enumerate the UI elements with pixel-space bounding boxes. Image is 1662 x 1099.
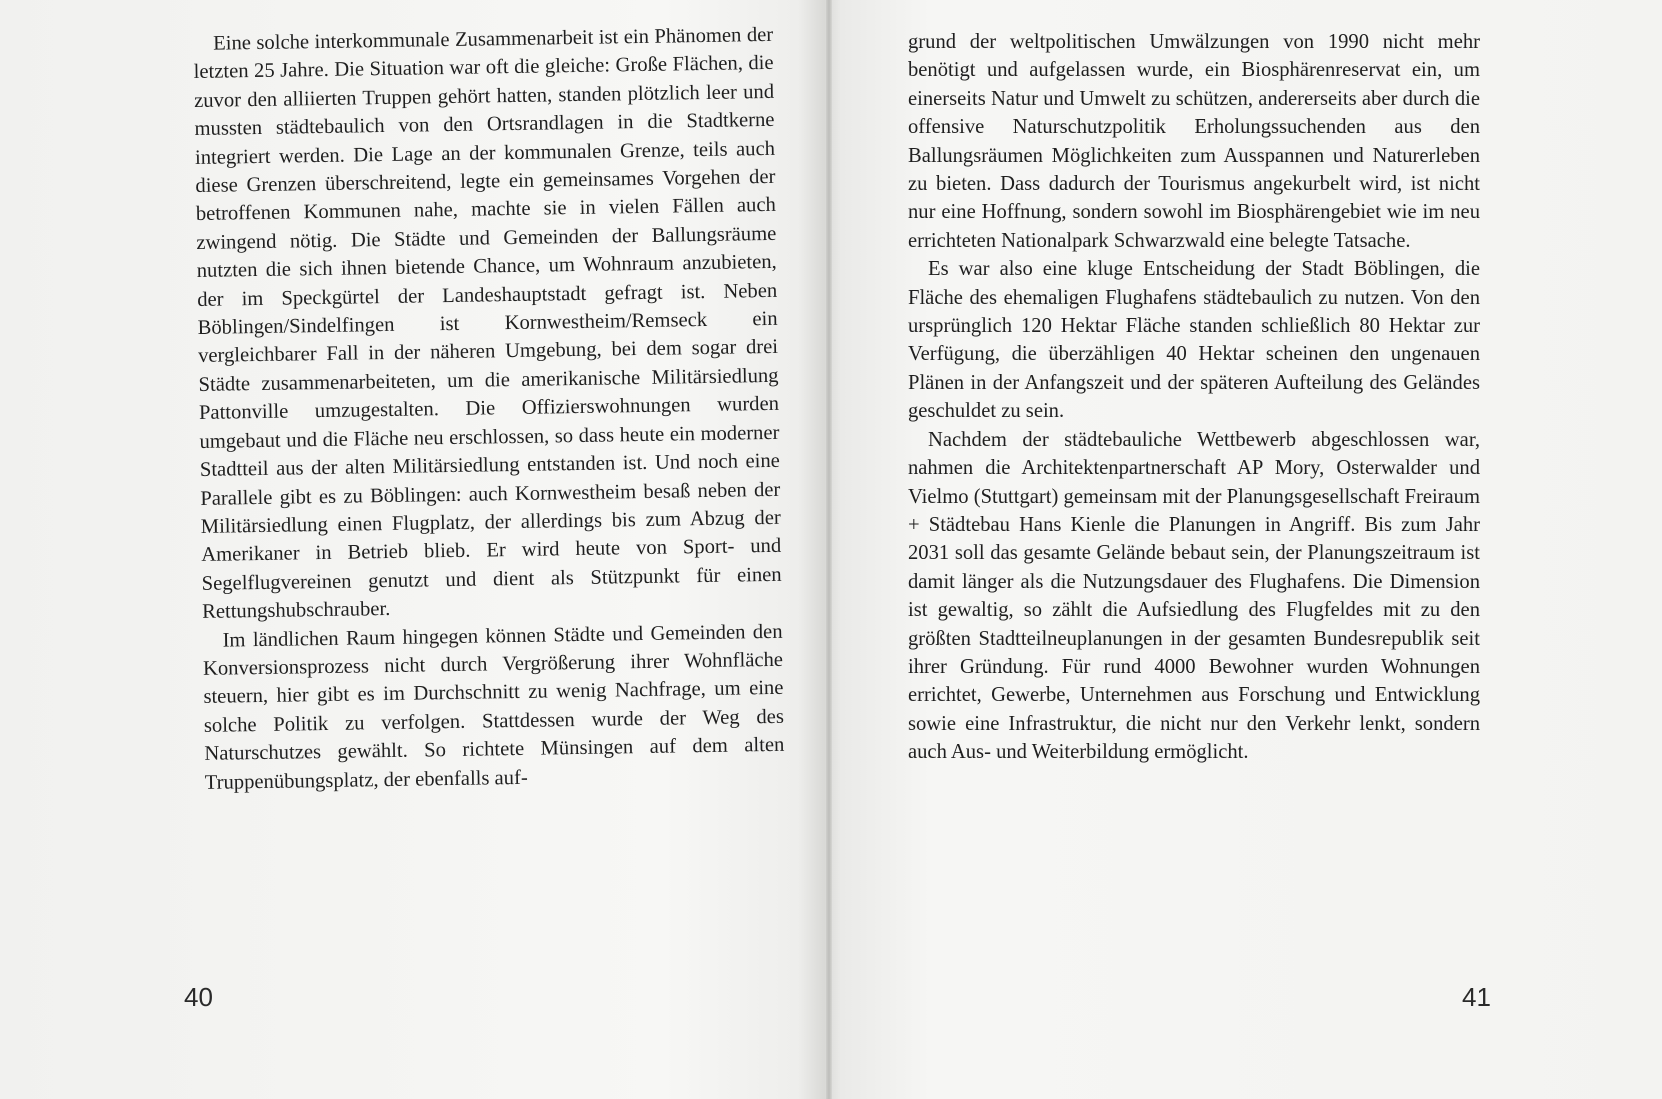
left-paragraph-1: Eine solche interkommunale Zusammenarbeit ist ein Phänomen der letzten 25 Jahre. Die Situation war oft die gleiche: Große Flächen, die zuvor den alliierten Truppen gehört hatten, standen plötzlich leer und mussten städtebaulich von den Ortsrandlagen in die Stadtkerne integriert werden. Die Lage an der kommunalen Grenze, teils auch diese Grenzen überschreitend, legte ein gemeinsames Vorgehen der betroffenen Kommunen nahe, machte sie in vielen Fällen auch zwingend nötig. Die Städte und Gemeinden der Ballungsräume nutzten die sich ihnen bietende Chance, um Wohnraum anzubieten, der im Speckgürtel der Landeshauptstadt gefragt ist. Neben Böblingen/Sindelfingen ist Kornwestheim/Remseck ein vergleichbarer Fall in der näheren Umgebung, bei dem sogar drei Städte zusammenarbeiteten, um die amerikanische Militärsiedlung Pattonville umzugestalten. Die Offizierswohnungen wurden umgebaut und die Fläche neu erschlossen, so dass heute ein moderner Stadtteil aus der alten Militärsiedlung entstanden ist. Und noch eine Parallele gibt es zu Böblingen: auch Kornwestheim besaß neben der Militärsiedlung einen Flugplatz, der allerdings bis zum Abzug der Amerikaner in Betrieb blieb. Er wird heute von Sport- und Segelflugvereinen genutzt und dient als Stützpunkt für einen Rettungshubschrauber. (193, 23, 782, 624)
right-paragraph-3: Nachdem der städtebauliche Wettbewerb abgeschlossen war, nahmen die Architektenpartnerschaft AP Mory, Osterwalder und Vielmo (Stuttgart) gemeinsam mit der Planungsgesellschaft Freiraum + Städtebau Hans Kienle die Planungen in Angriff. Bis zum Jahr 2031 soll das gesamte Gelände bebaut sein, der Planungszeitraum ist damit länger als die Nutzungsdauer des Flughafens. Die Dimension ist gewaltig, so zählt die Aufsiedlung des Flugfeldes mit zu den größten Stadtteilneuplanungen in der gesamten Bundesrepublik seit ihrer Gründung. Für rund 4000 Bewohner wurden Wohnungen errichtet, Gewerbe, Unternehmen aus Forschung und Entwicklung sowie eine Infrastruktur, die nicht nur den Verkehr lenkt, sondern auch Aus- und Weiterbildung ermöglicht. (908, 428, 1480, 764)
left-paragraph-2: Im ländlichen Raum hingegen können Städte und Gemeinden den Konversionsprozess nicht durch Vergrößerung ihrer Wohnfläche steuern, hier gibt es im Durchschnitt zu wenig Nachfrage, um eine solche Politik zu verfolgen. Stattdessen wurde der Weg des Naturschutzes gewählt. So richtete Münsingen auf dem alten Truppenübungsplatz, der ebenfalls auf- (202, 620, 785, 794)
right-paragraph-1: grund der weltpolitischen Umwälzungen von 1990 nicht mehr benötigt und aufgelassen wurde, ein Biosphärenreservat ein, um einerseits Natur und Umwelt zu schützen, andererseits aber durch die offensive Naturschutzpolitik Erholungssuchenden aus den Ballungsräumen Möglichkeiten zum Ausspannen und Naturerleben zu bieten. Dass dadurch der Tourismus angekurbelt wird, ist nicht nur eine Hoffnung, sondern sowohl im Biosphärengebiet wie im neu errichteten Nationalpark Schwarzwald eine belegte Tatsache. (908, 31, 1480, 252)
left-page-text (193, 21, 785, 797)
page-number-right: 41 (1462, 982, 1491, 1012)
right-page (832, 0, 1662, 1099)
right-page-text (908, 28, 1480, 767)
right-paragraph-2: Es war also eine kluge Entscheidung der Stadt Böblingen, die Fläche des ehemaligen Flughafens städtebaulich zu nutzen. Von den ursprünglich 120 Hektar Fläche standen schließlich 80 Hektar zur Verfügung, die überzähligen 40 Hektar scheinen den ungenauen Plänen in der Anfangszeit und der späteren Aufteilung des Geländes geschuldet zu sein. (908, 258, 1480, 423)
left-page (0, 0, 826, 1099)
page-number-left: 40 (184, 982, 213, 1012)
